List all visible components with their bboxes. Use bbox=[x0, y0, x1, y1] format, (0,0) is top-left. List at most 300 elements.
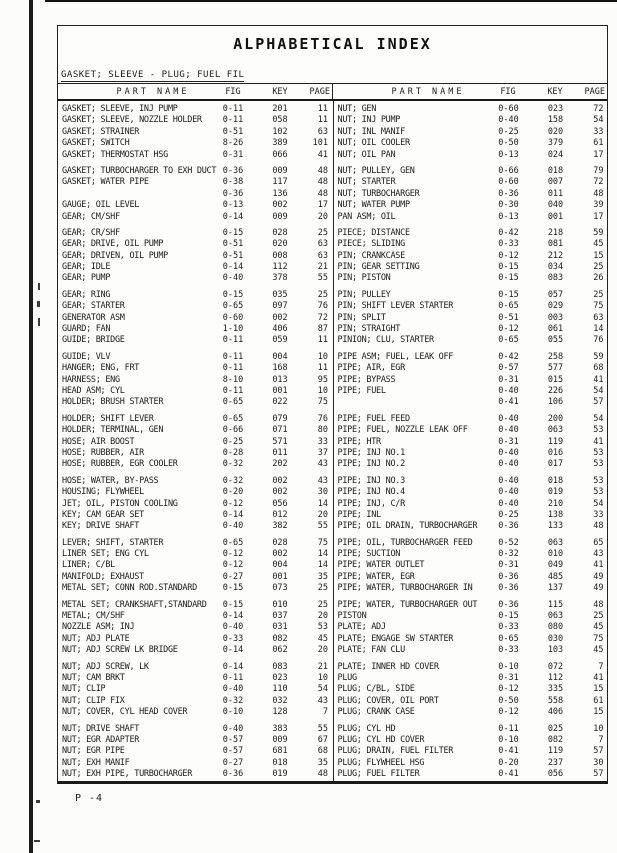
cell-fig: 0-11 bbox=[498, 723, 519, 734]
table-row bbox=[58, 166, 333, 177]
cell-name: HARNESS; ENG bbox=[62, 374, 120, 385]
cell-page: 75 bbox=[317, 397, 328, 408]
cell-fig: 0-13 bbox=[498, 211, 519, 222]
cell-fig: 0-25 bbox=[498, 509, 519, 520]
table-row bbox=[58, 476, 333, 487]
table-row bbox=[334, 521, 608, 532]
table-row bbox=[58, 363, 333, 374]
table-row bbox=[58, 414, 333, 425]
cell-key: 023 bbox=[547, 104, 564, 114]
cell-fig: 0-51 bbox=[222, 126, 244, 137]
cell-fig: 0-11 bbox=[222, 385, 244, 396]
cell-name: PIN; SPLIT bbox=[337, 312, 386, 323]
table-row bbox=[334, 200, 608, 211]
cell-page: 53 bbox=[593, 475, 604, 486]
cell-fig: 0-20 bbox=[222, 487, 244, 498]
cell-key: 031 bbox=[272, 622, 288, 633]
cell-fig: 0-32 bbox=[498, 549, 519, 560]
cell-name: METAL SET; CRANKSHAFT,STANDARD bbox=[62, 599, 207, 610]
cell-page: 41 bbox=[593, 672, 604, 683]
cell-fig: 0-12 bbox=[498, 324, 519, 335]
row-group bbox=[334, 414, 608, 471]
cell-key: 018 bbox=[547, 165, 564, 176]
table-row bbox=[334, 127, 608, 138]
cell-fig: 0-15 bbox=[222, 289, 244, 300]
cell-page: 79 bbox=[593, 165, 604, 176]
cell-fig: 0-15 bbox=[222, 599, 244, 610]
cell-fig: 0-15 bbox=[498, 273, 519, 284]
cell-page: 59 bbox=[593, 351, 604, 362]
table-row bbox=[58, 335, 333, 346]
table-row bbox=[334, 262, 608, 273]
cell-name: LEVER; SHIFT, STARTER bbox=[62, 537, 164, 548]
cell-name: GASKET; STRAINER bbox=[62, 126, 140, 137]
cell-page: 20 bbox=[317, 611, 328, 622]
cell-key: 010 bbox=[547, 549, 564, 560]
cell-page: 95 bbox=[317, 374, 328, 385]
table-row bbox=[58, 352, 333, 363]
cell-name: PLUG; CYL HD COVER bbox=[337, 734, 425, 745]
cell-key: 004 bbox=[272, 560, 288, 571]
cell-fig: 0-11 bbox=[222, 351, 244, 362]
cell-fig: 0-12 bbox=[498, 250, 519, 261]
cell-name: NUT; INL MANIF bbox=[337, 126, 405, 137]
cell-name: PIPE; INJ NO.2 bbox=[337, 459, 405, 470]
cell-name: PIPE; HTR bbox=[337, 436, 381, 447]
cell-fig: 0-31 bbox=[498, 672, 519, 683]
cell-page: 65 bbox=[593, 537, 604, 548]
row-group bbox=[58, 538, 333, 595]
cell-name: HOSE; RUBBER, AIR bbox=[62, 447, 144, 458]
cell-name: PIN; PISTON bbox=[337, 273, 391, 284]
cell-page: 43 bbox=[317, 459, 328, 470]
cell-fig: 0-31 bbox=[498, 560, 519, 571]
cell-key: 057 bbox=[547, 289, 564, 300]
cell-name: MANIFOLD; EXHAUST bbox=[62, 571, 144, 582]
table-row bbox=[58, 228, 333, 239]
cell-fig: 0-11 bbox=[222, 115, 244, 126]
table-row bbox=[58, 634, 333, 645]
cell-page: 48 bbox=[593, 599, 604, 610]
cell-fig: 0-10 bbox=[498, 734, 519, 745]
row-group bbox=[334, 662, 608, 719]
cell-fig: 0-12 bbox=[498, 707, 519, 718]
cell-name: PIPE; INL bbox=[337, 509, 381, 520]
cell-name: PIN; CRANKCASE bbox=[337, 250, 405, 261]
cell-name: PIPE; WATER OUTLET bbox=[337, 560, 425, 571]
cell-fig: 0-36 bbox=[498, 599, 519, 610]
table-row bbox=[334, 510, 608, 521]
table-row bbox=[58, 572, 333, 583]
row-group bbox=[58, 228, 333, 285]
cell-name: PIECE; DISTANCE bbox=[337, 227, 410, 238]
cell-page: 7 bbox=[598, 661, 604, 672]
table-row bbox=[334, 645, 608, 656]
table-row bbox=[334, 375, 608, 386]
cell-page: 25 bbox=[317, 289, 328, 300]
row-group bbox=[58, 476, 333, 533]
cell-key: 020 bbox=[272, 239, 288, 250]
row-group bbox=[334, 538, 608, 595]
table-row bbox=[58, 138, 333, 149]
cell-name: GEAR; IDLE bbox=[62, 262, 111, 273]
cell-key: 015 bbox=[547, 374, 564, 385]
cell-page: 15 bbox=[593, 684, 604, 695]
table-header-right bbox=[332, 84, 607, 99]
cell-key: 073 bbox=[272, 583, 288, 594]
cell-page: 57 bbox=[593, 769, 604, 780]
cell-page: 26 bbox=[593, 273, 604, 284]
cell-page: 41 bbox=[593, 374, 604, 385]
cell-fig: 8-10 bbox=[222, 374, 244, 385]
cell-key: 028 bbox=[272, 227, 288, 238]
cell-page: 20 bbox=[317, 645, 328, 656]
cell-key: 003 bbox=[547, 312, 564, 323]
cell-name: GASKET; SWITCH bbox=[62, 138, 130, 149]
cell-fig: 0-65 bbox=[222, 397, 244, 408]
cell-page: 20 bbox=[317, 509, 328, 520]
table-row bbox=[58, 684, 333, 695]
table-row bbox=[58, 290, 333, 301]
cell-fig: 0-36 bbox=[498, 571, 519, 582]
table-row bbox=[58, 538, 333, 549]
cell-name: NUT; STARTER bbox=[337, 177, 396, 188]
cell-page: 30 bbox=[593, 757, 604, 768]
cell-name: GEAR; CM/SHF bbox=[62, 211, 120, 222]
cell-key: 058 bbox=[272, 115, 288, 126]
cell-page: 76 bbox=[317, 413, 328, 424]
cell-page: 45 bbox=[593, 645, 604, 656]
cell-fig: 0-12 bbox=[222, 560, 244, 571]
cell-name: NUT; GEN bbox=[337, 104, 377, 114]
right-column bbox=[333, 101, 608, 781]
cell-key: 004 bbox=[272, 351, 288, 362]
table-row bbox=[334, 622, 608, 633]
cell-fig: 0-12 bbox=[222, 498, 244, 509]
cell-fig: 0-36 bbox=[498, 521, 519, 532]
cell-name: PIN; SHIFT LEVER STARTER bbox=[337, 301, 454, 312]
cell-key: 011 bbox=[272, 447, 288, 458]
row-group bbox=[58, 290, 333, 347]
cell-name: NUT; WATER PUMP bbox=[337, 200, 410, 211]
cell-fig: 0-32 bbox=[222, 695, 244, 706]
cell-key: 103 bbox=[547, 645, 564, 656]
cell-name: GEAR; STARTER bbox=[62, 301, 125, 312]
cell-page: 63 bbox=[317, 250, 328, 261]
cell-name: PLATE; FAN CLU bbox=[337, 645, 405, 656]
table-row bbox=[334, 583, 608, 594]
row-group bbox=[334, 166, 608, 223]
cell-page: 37 bbox=[317, 447, 328, 458]
table-row bbox=[334, 673, 608, 684]
cell-page: 17 bbox=[317, 200, 328, 211]
cell-fig: 0-14 bbox=[222, 262, 244, 273]
cell-name: PIPE; WATER, TURBOCHARGER IN bbox=[337, 583, 473, 594]
table-row bbox=[334, 212, 608, 223]
cell-key: 571 bbox=[272, 436, 288, 447]
cell-key: 002 bbox=[272, 312, 288, 323]
cell-fig: 0-10 bbox=[222, 707, 244, 718]
cell-fig: 0-32 bbox=[222, 459, 244, 470]
table-row bbox=[58, 273, 333, 284]
cell-key: 018 bbox=[547, 475, 564, 486]
table-header bbox=[58, 83, 607, 101]
table-row bbox=[58, 724, 333, 735]
cell-page: 11 bbox=[317, 115, 328, 126]
row-group bbox=[58, 414, 333, 471]
table-row bbox=[58, 622, 333, 633]
cell-key: 258 bbox=[547, 351, 564, 362]
cell-name: PISTON bbox=[337, 611, 367, 622]
cell-fig: 0-40 bbox=[222, 622, 244, 633]
cell-key: 406 bbox=[272, 324, 288, 335]
cell-key: 383 bbox=[272, 723, 288, 734]
cell-fig: 0-27 bbox=[222, 571, 244, 582]
cell-page: 11 bbox=[317, 104, 328, 114]
cell-key: 002 bbox=[272, 487, 288, 498]
cell-page: 63 bbox=[317, 239, 328, 250]
table-row bbox=[334, 150, 608, 161]
cell-name: PLATE; INNER HD COVER bbox=[337, 661, 439, 672]
table-row bbox=[58, 448, 333, 459]
table-row bbox=[58, 510, 333, 521]
cell-page: 59 bbox=[593, 227, 604, 238]
cell-key: 378 bbox=[272, 273, 288, 284]
scan-artifact bbox=[34, 840, 40, 842]
cell-fig: 0-15 bbox=[498, 611, 519, 622]
cell-name: PIPE; INJ NO.4 bbox=[337, 487, 405, 498]
cell-name: NUT; DRIVE SHAFT bbox=[62, 723, 140, 734]
table-row bbox=[58, 324, 333, 335]
cell-page: 10 bbox=[317, 385, 328, 396]
cell-fig: 0-33 bbox=[222, 633, 244, 644]
cell-fig: 0-11 bbox=[222, 335, 244, 346]
scan-artifact bbox=[36, 800, 40, 803]
table-row bbox=[334, 425, 608, 436]
cell-key: 009 bbox=[272, 165, 288, 176]
table-row bbox=[58, 189, 333, 200]
cell-fig: 0-10 bbox=[498, 661, 519, 672]
cell-page: 30 bbox=[317, 487, 328, 498]
cell-fig: 0-36 bbox=[498, 188, 519, 199]
fig-header: FIG bbox=[225, 87, 241, 97]
table-row bbox=[334, 487, 608, 498]
cell-fig: 0-27 bbox=[222, 757, 244, 768]
cell-key: 011 bbox=[547, 188, 564, 199]
cell-key: 218 bbox=[547, 227, 564, 238]
cell-name: NUT; CLIP bbox=[62, 684, 106, 695]
cell-key: 013 bbox=[272, 374, 288, 385]
table-row bbox=[334, 662, 608, 673]
cell-page: 55 bbox=[317, 273, 328, 284]
cell-fig: 0-51 bbox=[498, 312, 519, 323]
cell-key: 201 bbox=[272, 104, 288, 114]
cell-fig: 0-32 bbox=[222, 475, 244, 486]
table-row bbox=[334, 684, 608, 695]
cell-name: NUT; CLIP FIX bbox=[62, 695, 125, 706]
cell-key: 083 bbox=[272, 661, 288, 672]
cell-key: 106 bbox=[547, 397, 564, 408]
cell-name: NUT; OIL COOLER bbox=[337, 138, 410, 149]
cell-name: PIPE; BYPASS bbox=[337, 374, 396, 385]
cell-page: 72 bbox=[593, 177, 604, 188]
table-row bbox=[58, 600, 333, 611]
table-row bbox=[334, 397, 608, 408]
cell-fig: 0-40 bbox=[222, 723, 244, 734]
cell-fig: 0-14 bbox=[222, 645, 244, 656]
cell-page: 80 bbox=[317, 425, 328, 436]
table-row bbox=[334, 549, 608, 560]
cell-page: 54 bbox=[593, 498, 604, 509]
cell-name: GEAR; CR/SHF bbox=[62, 227, 120, 238]
cell-name: PIN; GEAR SETTING bbox=[337, 262, 420, 273]
cell-name: NUT; EGR PIPE bbox=[62, 746, 125, 757]
cell-key: 063 bbox=[547, 611, 564, 622]
cell-key: 558 bbox=[547, 695, 564, 706]
table-row bbox=[334, 538, 608, 549]
table-row bbox=[334, 448, 608, 459]
table-row bbox=[334, 115, 608, 126]
table-row bbox=[334, 313, 608, 324]
cell-page: 57 bbox=[593, 397, 604, 408]
cell-fig: 0-60 bbox=[498, 177, 519, 188]
table-row bbox=[334, 166, 608, 177]
cell-name: NUT; COVER, CYL HEAD COVER bbox=[62, 707, 188, 718]
table-row bbox=[334, 499, 608, 510]
table-row bbox=[58, 177, 333, 188]
fig-header: FIG bbox=[500, 87, 516, 97]
cell-key: 010 bbox=[272, 599, 288, 610]
cell-fig: 0-11 bbox=[222, 363, 244, 374]
cell-name: PLUG; CYL HD bbox=[337, 723, 396, 734]
table-row bbox=[334, 301, 608, 312]
cell-name: PLATE; ADJ bbox=[337, 622, 386, 633]
cell-key: 681 bbox=[272, 746, 288, 757]
cell-name: HOLDER; SHIFT LEVER bbox=[62, 413, 154, 424]
table-row bbox=[58, 239, 333, 250]
cell-name: HANGER; ENG, FRT bbox=[62, 363, 140, 374]
cell-key: 072 bbox=[547, 661, 564, 672]
cell-key: 018 bbox=[272, 757, 288, 768]
cell-page: 11 bbox=[317, 335, 328, 346]
cell-page: 53 bbox=[593, 425, 604, 436]
cell-page: 25 bbox=[317, 599, 328, 610]
table-row bbox=[334, 769, 608, 780]
cell-key: 577 bbox=[547, 363, 564, 374]
cell-key: 066 bbox=[272, 149, 288, 160]
cell-key: 063 bbox=[547, 425, 564, 436]
cell-name: PIPE; INJ NO.1 bbox=[337, 447, 405, 458]
cell-name: PLUG; COVER, OIL PORT bbox=[337, 695, 439, 706]
table-row bbox=[58, 487, 333, 498]
cell-key: 071 bbox=[272, 425, 288, 436]
cell-fig: 0-40 bbox=[498, 498, 519, 509]
cell-name: PLUG; DRAIN, FUEL FILTER bbox=[337, 746, 454, 757]
cell-fig: 0-31 bbox=[222, 149, 244, 160]
cell-fig: 0-25 bbox=[222, 436, 244, 447]
cell-fig: 0-51 bbox=[222, 239, 244, 250]
cell-name: JET; OIL, PISTON COOLING bbox=[62, 498, 178, 509]
index-range-label: GASKET; SLEEVE - PLUG; FUEL FIL bbox=[61, 70, 245, 80]
cell-key: 028 bbox=[272, 537, 288, 548]
cell-page: 10 bbox=[593, 723, 604, 734]
binding-edge bbox=[29, 0, 33, 853]
cell-key: 007 bbox=[547, 177, 564, 188]
cell-page: 54 bbox=[593, 385, 604, 396]
table-row bbox=[58, 375, 333, 386]
cell-name: PIPE; FUEL, NOZZLE LEAK OFF bbox=[337, 425, 468, 436]
cell-fig: 0-41 bbox=[498, 769, 519, 780]
cell-key: 002 bbox=[272, 200, 288, 211]
table-header-left bbox=[58, 84, 332, 99]
cell-key: 115 bbox=[547, 599, 564, 610]
cell-key: 020 bbox=[547, 126, 564, 137]
cell-name: NUT; INJ PUMP bbox=[337, 115, 401, 126]
cell-key: 032 bbox=[272, 695, 288, 706]
cell-page: 87 bbox=[317, 324, 328, 335]
cell-key: 119 bbox=[547, 436, 564, 447]
cell-page: 48 bbox=[317, 165, 328, 176]
table-row bbox=[334, 476, 608, 487]
cell-page: 68 bbox=[593, 363, 604, 374]
cell-key: 001 bbox=[547, 211, 564, 222]
cell-fig: 0-14 bbox=[222, 661, 244, 672]
cell-name: HOUSING; FLYWHEEL bbox=[62, 487, 144, 498]
cell-page: 76 bbox=[593, 335, 604, 346]
cell-page: 48 bbox=[317, 177, 328, 188]
cell-page: 55 bbox=[317, 521, 328, 532]
part-name-header: PART NAME bbox=[391, 87, 465, 97]
table-row bbox=[334, 414, 608, 425]
cell-fig: 0-36 bbox=[498, 583, 519, 594]
table-row bbox=[58, 127, 333, 138]
cell-page: 43 bbox=[317, 475, 328, 486]
table-row bbox=[334, 273, 608, 284]
cell-page: 63 bbox=[593, 312, 604, 323]
table-row bbox=[58, 560, 333, 571]
cell-page: 15 bbox=[593, 250, 604, 261]
cell-key: 335 bbox=[547, 684, 564, 695]
cell-key: 117 bbox=[272, 177, 288, 188]
cell-fig: 0-57 bbox=[222, 746, 244, 757]
cell-fig: 0-13 bbox=[222, 200, 244, 211]
cell-name: PIN; STRAIGHT bbox=[337, 324, 401, 335]
table-row bbox=[334, 228, 608, 239]
cell-name: PIPE; SUCTION bbox=[337, 549, 401, 560]
cell-page: 45 bbox=[593, 622, 604, 633]
cell-page: 33 bbox=[317, 436, 328, 447]
cell-key: 056 bbox=[272, 498, 288, 509]
cell-page: 75 bbox=[317, 537, 328, 548]
cell-page: 7 bbox=[598, 734, 604, 745]
cell-fig: 0-42 bbox=[498, 351, 519, 362]
cell-fig: 0-65 bbox=[222, 537, 244, 548]
cell-page: 75 bbox=[593, 301, 604, 312]
table-row bbox=[58, 696, 333, 707]
row-group bbox=[334, 476, 608, 533]
cell-page: 54 bbox=[593, 413, 604, 424]
cell-fig: 0-65 bbox=[498, 633, 519, 644]
cell-fig: 0-36 bbox=[222, 188, 244, 199]
cell-fig: 0-11 bbox=[222, 104, 244, 114]
cell-page: 25 bbox=[317, 227, 328, 238]
cell-name: PIPE; INJ, C/R bbox=[337, 498, 405, 509]
table-row bbox=[58, 437, 333, 448]
cell-fig: 0-28 bbox=[222, 447, 244, 458]
table-row bbox=[334, 177, 608, 188]
cell-page: 43 bbox=[317, 695, 328, 706]
cell-fig: 0-60 bbox=[498, 104, 519, 114]
